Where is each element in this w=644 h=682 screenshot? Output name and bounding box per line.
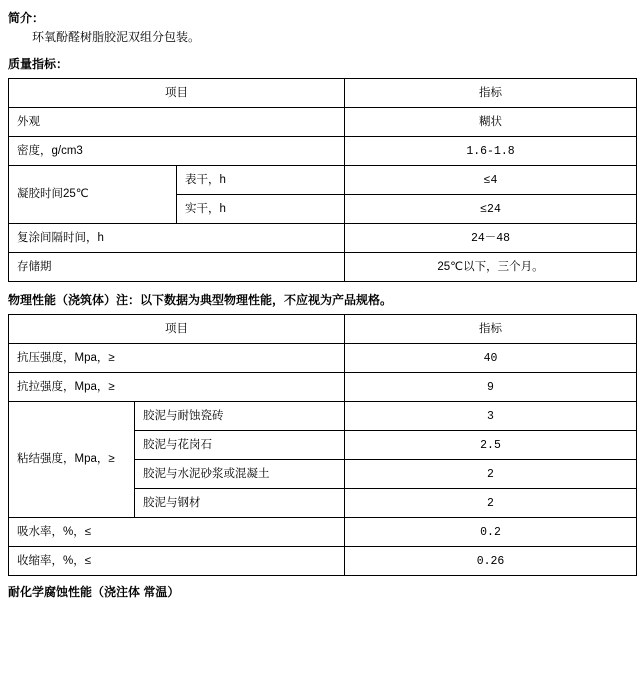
row-subitem: 胶泥与花岗石 — [135, 431, 345, 460]
row-value: 40 — [345, 344, 637, 373]
row-value: 0.26 — [345, 547, 637, 576]
row-value: 24－48 — [345, 224, 637, 253]
row-value: 2 — [345, 460, 637, 489]
quality-heading: 质量指标： — [8, 57, 69, 71]
table-header-row — [9, 315, 637, 344]
table-row — [9, 373, 637, 402]
physical-heading: 物理性能（浇筑体）注：以下数据为典型物理性能，不应视为产品规格。 — [8, 293, 393, 307]
row-item: 外观 — [9, 108, 345, 137]
row-item: 收缩率，%，≤ — [9, 547, 345, 576]
row-item: 粘结强度，Mpa，≥ — [9, 402, 135, 518]
row-subitem: 胶泥与钢材 — [135, 489, 345, 518]
table-row — [9, 518, 637, 547]
row-value: 0.2 — [345, 518, 637, 547]
row-item: 凝胶时间25℃ — [9, 166, 177, 224]
physical-header-value: 指标 — [345, 315, 637, 344]
row-value: 糊状 — [345, 108, 637, 137]
table-header-row — [9, 79, 637, 108]
row-value: 1.6-1.8 — [345, 137, 637, 166]
table-row — [9, 137, 637, 166]
row-item: 抗拉强度，Mpa，≥ — [9, 373, 345, 402]
row-subitem: 胶泥与耐蚀瓷砖 — [135, 402, 345, 431]
row-value: 2 — [345, 489, 637, 518]
row-value: ≤4 — [345, 166, 637, 195]
row-subitem: 胶泥与水泥砂浆或混凝土 — [135, 460, 345, 489]
intro-paragraph: 环氧酚醛树脂胶泥双组分包装。 — [32, 30, 201, 44]
row-item: 抗压强度，Mpa，≥ — [9, 344, 345, 373]
physical-table — [8, 314, 637, 576]
quality-table — [8, 78, 637, 282]
table-row — [9, 344, 637, 373]
table-row — [9, 253, 637, 282]
row-value: 3 — [345, 402, 637, 431]
row-value: 9 — [345, 373, 637, 402]
physical-header-item: 项目 — [9, 315, 345, 344]
table-row — [9, 166, 637, 195]
row-value: 25℃以下，三个月。 — [345, 253, 637, 282]
table-row — [9, 402, 637, 431]
row-subitem: 实干，h — [177, 195, 345, 224]
row-value: 2.5 — [345, 431, 637, 460]
row-subitem: 表干，h — [177, 166, 345, 195]
row-item: 吸水率，%，≤ — [9, 518, 345, 547]
row-value: ≤24 — [345, 195, 637, 224]
table-row — [9, 224, 637, 253]
quality-header-item: 项目 — [9, 79, 345, 108]
row-item: 复涂间隔时间，h — [9, 224, 345, 253]
quality-header-value: 指标 — [345, 79, 637, 108]
table-row — [9, 108, 637, 137]
intro-title: 简介： — [8, 11, 45, 25]
row-item: 存储期 — [9, 253, 345, 282]
chemical-heading: 耐化学腐蚀性能（浇注体 常温） — [8, 585, 180, 599]
row-item: 密度，g/cm3 — [9, 137, 345, 166]
table-row — [9, 547, 637, 576]
